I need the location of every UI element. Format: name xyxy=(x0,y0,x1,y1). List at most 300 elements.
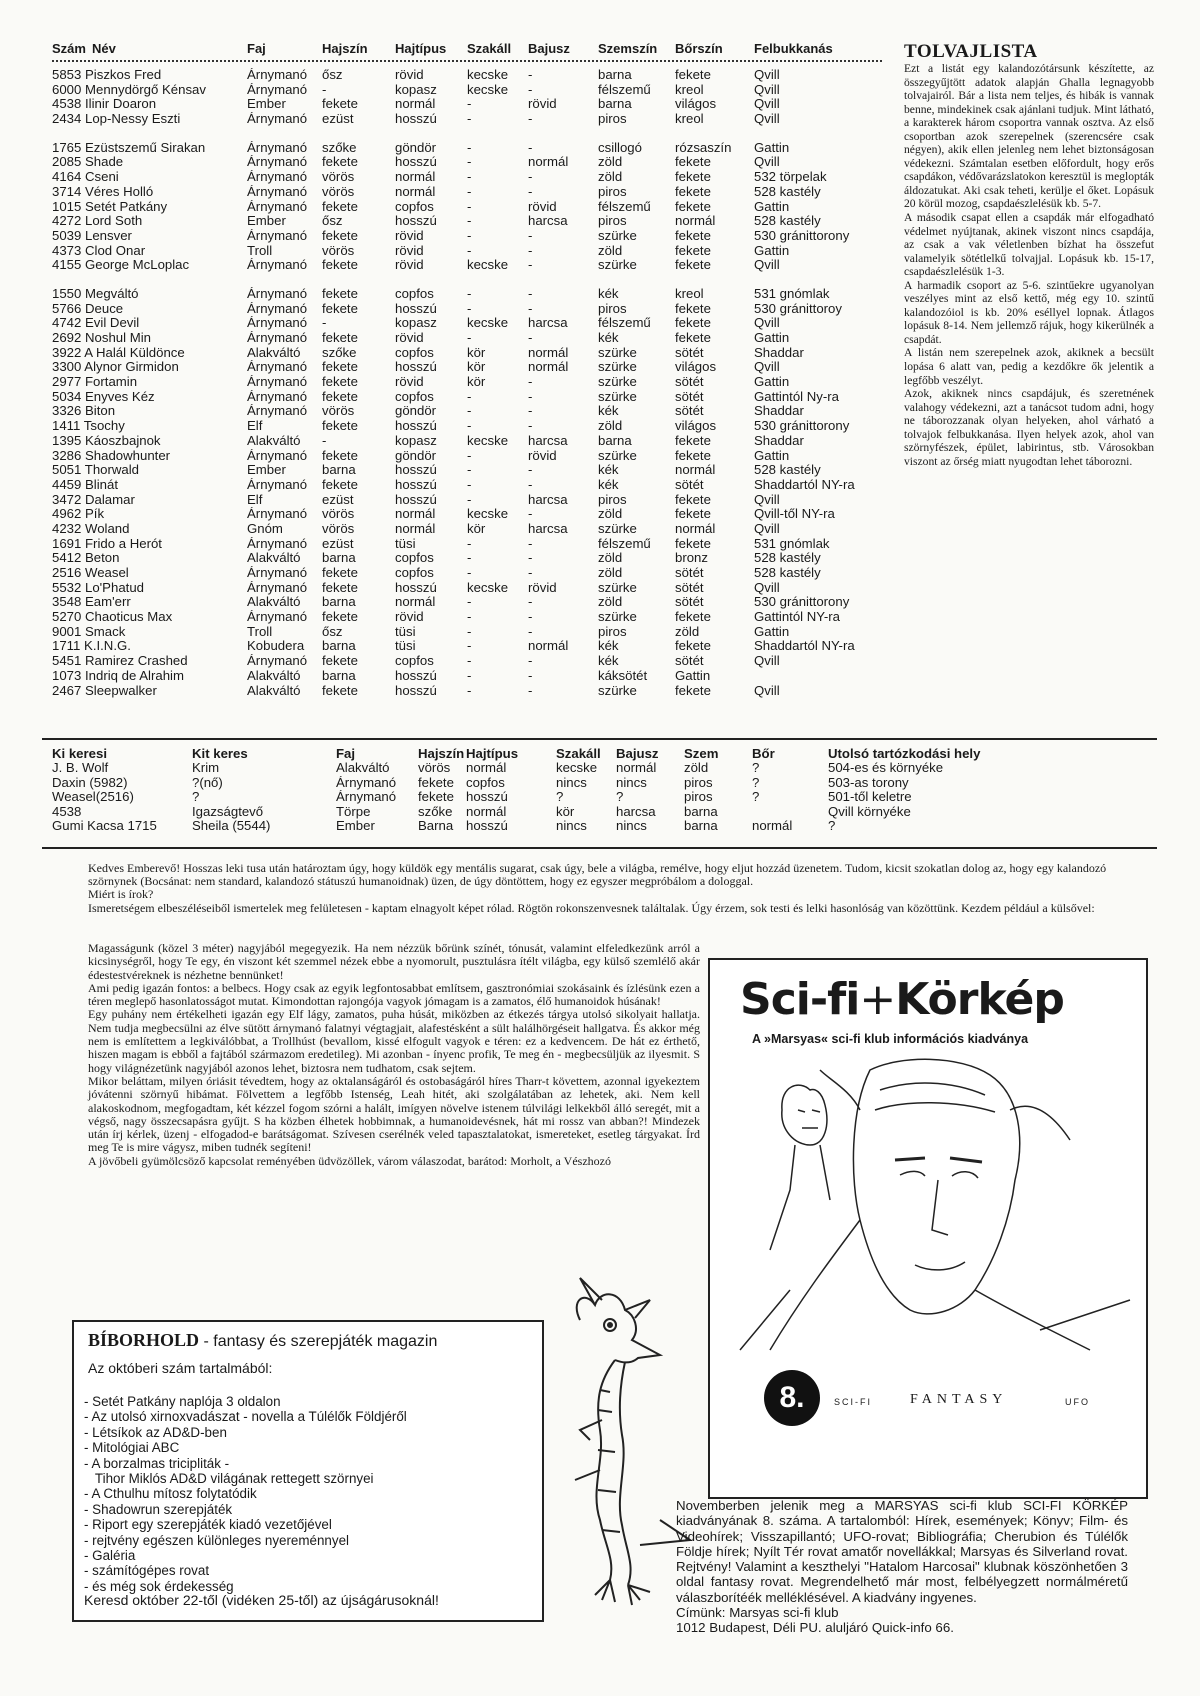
table-cell: szőke xyxy=(322,345,357,360)
thief-row xyxy=(52,185,882,200)
table-cell: normál xyxy=(528,155,569,170)
group-spacer xyxy=(52,273,882,287)
letter-paragraph: Kedves Emberevő! Hosszas leki tusa után határoztam úgy, hogy küldök egy mentális sugarat, csak úgy, bele a világba, remélve, hogy eljut hozzád üzenetem. Tudom, kicsit szokatlan dolog az, hogy egy kalandozó szörnynek (Bocsánat: nem standard, kalandozó státuszú humanoidnak) üzen, de úgy döntöttem, hogy ez egyszer megpróbálom a dologgal. xyxy=(88,861,1107,889)
table-cell: piros xyxy=(684,790,713,805)
biborhold-footer: Keresd október 22-től (vidéken 25-től) az újságárusoknál! xyxy=(84,1592,439,1608)
table-cell: normál xyxy=(675,463,716,478)
wanted-table xyxy=(52,747,1152,833)
table-cell: fekete xyxy=(675,610,711,625)
column-header: Felbukkanás xyxy=(754,42,833,56)
table-cell: 4538 Ilinir Doaron xyxy=(52,97,157,112)
table-cell: copfos xyxy=(395,566,434,580)
thief-row xyxy=(52,360,882,375)
table-cell: Shaddartól NY-ra xyxy=(754,639,855,654)
table-cell: sötét xyxy=(675,404,704,419)
list-item: - A Cthulhu mítosz folytatódik xyxy=(84,1486,257,1502)
table-cell: Qvill xyxy=(754,683,780,698)
table-cell: - xyxy=(528,610,533,625)
table-cell: 528 kastély xyxy=(754,463,821,478)
table-cell: Kobudera xyxy=(247,639,305,654)
table-cell: rövid xyxy=(395,331,424,345)
table-cell: hosszú xyxy=(395,112,437,127)
table-cell: hosszú xyxy=(466,818,508,833)
table-cell: Daxin (5982) xyxy=(52,775,128,790)
table-cell: Árnymanó xyxy=(247,448,308,463)
table-cell: kecske xyxy=(467,82,509,97)
table-cell: fekete xyxy=(675,170,711,185)
table-cell: tüsi xyxy=(395,639,416,654)
table-cell: 528 kastély xyxy=(754,214,821,229)
table-cell: ősz xyxy=(322,68,343,82)
table-cell: Árnymanó xyxy=(247,82,308,97)
table-cell: nincs xyxy=(556,818,587,833)
thief-row xyxy=(52,302,882,317)
table-cell: ? xyxy=(752,761,760,776)
table-cell: 3286 Shadowhunter xyxy=(52,448,171,463)
table-cell: - xyxy=(528,419,533,434)
table-cell: 4155 George McLoplac xyxy=(52,258,190,273)
table-cell: sötét xyxy=(675,389,704,404)
table-cell: vörös xyxy=(322,404,355,419)
table-cell: 5270 Chaoticus Max xyxy=(52,610,173,625)
thief-row xyxy=(52,654,882,669)
tolvajlista-title: TOLVAJLISTA xyxy=(904,41,1038,62)
table-cell: Árnymanó xyxy=(247,316,308,331)
table-cell: 4272 Lord Soth xyxy=(52,214,143,229)
table-cell: kecske xyxy=(467,507,509,522)
table-cell: - xyxy=(528,170,533,185)
table-cell: 5766 Deuce xyxy=(52,301,124,316)
thief-row xyxy=(52,419,882,434)
table-cell: Ember xyxy=(247,97,286,112)
table-cell: Árnymanó xyxy=(247,140,308,155)
table-cell: 5039 Lensver xyxy=(52,228,132,243)
table-cell: - xyxy=(528,243,533,258)
thief-row xyxy=(52,684,882,699)
table-cell: Alakváltó xyxy=(247,433,301,448)
table-cell: normál xyxy=(528,639,569,654)
table-cell: Qvill xyxy=(754,521,780,536)
column-header: Hajtípus xyxy=(395,42,447,56)
letter-paragraph: Magasságunk (közel 3 méter) nagyjából megegyezik. Ha nem nézzük bőrünk színét, tónusát, valamint elfeledkezünk arról a kicsinységről, hogy Te egy, én viszont két szemmel nézek ebbe a nyomorult, pusztulásra ítélt világba, egy külső szemlélő akár édestestvéreknek is nézhetne bennünket! xyxy=(88,941,700,982)
table-cell: - xyxy=(467,463,472,478)
table-cell: fekete xyxy=(322,228,358,243)
table-cell: rózsaszín xyxy=(675,140,732,155)
table-cell: Gattin xyxy=(675,668,711,683)
table-cell: Gumi Kacsa 1715 xyxy=(52,818,157,833)
table-cell: - xyxy=(528,551,533,566)
table-cell: - xyxy=(467,301,472,316)
table-cell: Alakváltó xyxy=(247,345,301,360)
table-cell: 531 gnómlak xyxy=(754,286,830,301)
table-cell: - xyxy=(467,492,472,507)
list-item: - rejtvény egészen különleges nyereménnyel xyxy=(84,1532,349,1548)
thief-row xyxy=(52,229,882,244)
table-cell: fekete xyxy=(322,477,358,492)
list-item: - számítógépes rovat xyxy=(84,1563,210,1579)
table-cell: Qvill xyxy=(754,258,780,273)
thief-row xyxy=(52,507,882,522)
table-cell: Alakváltó xyxy=(336,761,390,776)
table-cell: fekete xyxy=(418,775,454,790)
table-cell: Barna xyxy=(418,818,454,833)
table-cell: copfos xyxy=(395,199,434,214)
table-cell: 4232 Woland xyxy=(52,521,130,536)
table-cell: normál xyxy=(395,97,436,112)
table-cell: szürke xyxy=(598,521,637,536)
table-cell: Árnymanó xyxy=(247,170,308,185)
table-cell: hosszú xyxy=(395,668,437,683)
table-cell: 3300 Alynor Girmidon xyxy=(52,360,179,375)
table-cell: szőke xyxy=(418,804,453,819)
thief-row xyxy=(52,141,882,156)
column-header: Hajszín xyxy=(322,42,368,56)
table-cell: barna xyxy=(322,668,356,683)
table-cell: világos xyxy=(675,360,717,375)
table-cell: Gattintól Ny-ra xyxy=(754,389,840,404)
table-cell: 9001 Smack xyxy=(52,624,126,639)
table-cell: fekete xyxy=(675,68,711,82)
table-cell: vörös xyxy=(322,184,355,199)
table-cell: piros xyxy=(598,624,627,639)
table-cell: - xyxy=(528,595,533,610)
table-cell: fekete xyxy=(322,580,358,595)
table-cell: fekete xyxy=(675,448,711,463)
table-cell: 2516 Weasel xyxy=(52,566,129,580)
table-cell: normál xyxy=(466,804,507,819)
table-cell: kék xyxy=(598,463,619,478)
biborhold-ad xyxy=(72,1320,544,1622)
table-cell: kék xyxy=(598,331,619,345)
table-cell: 5412 Beton xyxy=(52,551,120,566)
table-cell: - xyxy=(528,477,533,492)
table-cell: 1015 Setét Patkány xyxy=(52,199,168,214)
table-cell: 503-as torony xyxy=(828,775,909,790)
table-cell: vörös xyxy=(322,507,355,522)
table-cell: kék xyxy=(598,654,619,669)
table-cell: Gattin xyxy=(754,624,790,639)
table-cell: szürke xyxy=(598,389,637,404)
table-cell: - xyxy=(467,654,472,669)
table-cell: világos xyxy=(675,419,717,434)
column-header: Kit keres xyxy=(192,747,248,761)
letter-paragraph: Ismeretségem elbeszéléseiből ismertelek meg felületesen - kaptam elnagyolt képet rólad. Rögtön rokonszenvesnek találtalak. Úgy érzem, sok testi és lelki hasonlóság van közöttünk. Kezdem például a külsővel: xyxy=(88,900,1095,915)
table-cell: fekete xyxy=(675,155,711,170)
table-cell: tüsi xyxy=(395,624,416,639)
table-cell: 530 gránittoroy xyxy=(754,301,842,316)
letter-paragraph: Miért is írok? xyxy=(88,887,154,902)
table-cell: Árnymanó xyxy=(247,566,308,580)
thief-row xyxy=(52,404,882,419)
table-cell: barna xyxy=(684,818,718,833)
table-cell: Ember xyxy=(336,818,375,833)
table-cell: - xyxy=(467,228,472,243)
table-cell: sötét xyxy=(675,566,704,580)
table-cell: szürke xyxy=(598,580,637,595)
table-cell: - xyxy=(467,286,472,301)
table-cell: harcsa xyxy=(528,521,568,536)
table-cell: - xyxy=(528,82,533,97)
table-cell: harcsa xyxy=(528,316,568,331)
letter-paragraph: A jövőbeli gyümölcsöző kapcsolat reményében üdvözöllek, várom válaszodat, barátod: Morholt, a Vészhozó xyxy=(88,1153,611,1168)
table-cell: Gattintól NY-ra xyxy=(754,610,841,625)
table-cell: rövid xyxy=(528,199,557,214)
table-cell: - xyxy=(467,595,472,610)
thief-row xyxy=(52,463,882,478)
table-cell: Troll xyxy=(247,624,273,639)
thief-row xyxy=(52,610,882,625)
table-cell: 5051 Thorwald xyxy=(52,463,139,478)
table-cell: - xyxy=(467,199,472,214)
table-cell: Árnymanó xyxy=(247,580,308,595)
genre-label: UFO xyxy=(1065,1397,1090,1407)
table-cell: kopasz xyxy=(395,316,437,331)
thieves-table xyxy=(52,42,882,698)
table-cell: tüsi xyxy=(395,536,416,551)
scifi-korkep-title: Sci-fi+Körkép xyxy=(740,974,1064,1025)
table-cell: hosszú xyxy=(395,360,437,375)
table-cell: - xyxy=(528,68,533,82)
column-header: Szemszín xyxy=(598,42,658,56)
table-cell: ?(nő) xyxy=(192,775,223,790)
table-cell: fekete xyxy=(675,228,711,243)
thief-row xyxy=(52,244,882,259)
table-cell: - xyxy=(528,258,533,273)
table-cell: - xyxy=(528,463,533,478)
table-cell: - xyxy=(528,389,533,404)
table-cell: - xyxy=(528,654,533,669)
table-cell: 4538 xyxy=(52,804,82,819)
table-cell: copfos xyxy=(466,775,505,790)
thief-row xyxy=(52,434,882,449)
table-cell: rövid xyxy=(395,375,424,390)
table-cell: hosszú xyxy=(395,419,437,434)
tolvajlista-paragraph: A harmadik csoport az 5-6. szintűekre ugyanolyan veszélyes mint az első kettő, még egy 10. szintű kalandozóiol is kb. 20% eséllyel lopnak. Átlagos lopásuk 8-14. Nem jellemző rájuk, hogy kikerülnék a csapdát. xyxy=(904,278,1154,346)
dragon-illustration xyxy=(540,1270,695,1610)
table-cell: 3548 Eam'err xyxy=(52,595,131,610)
table-cell: 1691 Frido a Herót xyxy=(52,536,162,551)
table-cell: kék xyxy=(598,286,619,301)
wanted-table-header xyxy=(52,747,1152,761)
table-cell: hosszú xyxy=(466,790,508,805)
table-cell: kreol xyxy=(675,112,704,127)
portrait-illustration xyxy=(710,1050,1146,1360)
table-cell: 4373 Clod Onar xyxy=(52,243,146,258)
table-cell: kör xyxy=(467,521,486,536)
table-cell: Weasel(2516) xyxy=(52,790,134,805)
wanted-row xyxy=(52,761,1152,775)
table-cell: hosszú xyxy=(395,477,437,492)
table-cell: Árnymanó xyxy=(336,790,397,805)
table-cell: Alakváltó xyxy=(247,668,301,683)
table-cell: ősz xyxy=(322,214,343,229)
table-cell: ? xyxy=(616,790,624,805)
table-cell: kopasz xyxy=(395,433,437,448)
letter-paragraph: Egy puhány nem értékelheti igazán egy Elf lágy, zamatos, puha húsát, miközben az étkezés tárgya utolsó sikolyait hallatja. Nem tudja megbecsülni az élve sütött árnymanó falatnyi végtagjait, alafestésként a sült halálhörgéseit hallgatva. És akkor még nem is említettem a legkiválóbbat, a Trollhúst (bevallom, kissé elfogult vagyok e téren: ez a kedvencem. De hát ez érthető, hiszen magam is ebből a fajtából származom eredetileg). Mi azonban - ínyenc profik, Te meg én - megbecsüljük az ilyesmit. S hogy világnézetünk nagyjából azonos lehet, biztosra nem tudhatom, csak sejtem. xyxy=(88,1007,700,1075)
table-cell: Alakváltó xyxy=(247,595,301,610)
table-cell: sötét xyxy=(675,654,704,669)
table-cell: göndör xyxy=(395,404,437,419)
table-cell: fekete xyxy=(675,199,711,214)
table-cell: 1550 Megváltó xyxy=(52,286,139,301)
column-header: Bőr xyxy=(752,747,775,761)
table-cell: fekete xyxy=(675,433,711,448)
table-cell: Qvill xyxy=(754,97,780,112)
table-cell: Gattin xyxy=(754,243,790,258)
column-header: Faj xyxy=(336,747,356,761)
table-cell: szürke xyxy=(598,448,637,463)
table-cell: - xyxy=(528,668,533,683)
table-cell: rövid xyxy=(528,448,557,463)
scifi-description: Novemberben jelenik meg a MARSYAS sci-fi klub SCI-FI KÖRKÉP kiadványának 8. száma. A tartalomból: Hírek, események; Könyv; Film- és Videohírek; Visszapillantó; UFO-rovat; Bibliográfia; Cherubion és Túlélők Földje hírek; Nyílt Tér rovat amatőr novellákkal; Marsyas és Silverland rovat. Rejtvény! Valamint a keszthelyi "Hatalom Harcosai" klubnak köszönhetően 3 oldal fantasy rovat. Megrendelhető már most, felbélyegzett normálméretű válaszborítéék melléklésével. A kiadvány ingyenes. xyxy=(676,1498,1128,1605)
list-item: Tihor Miklós AD&D világának rettegett szörnyei xyxy=(84,1471,374,1487)
table-cell: Shaddartól NY-ra xyxy=(754,477,855,492)
issue-number-badge: 8. xyxy=(764,1370,820,1426)
table-cell: kreol xyxy=(675,286,704,301)
table-cell: Árnymanó xyxy=(247,112,308,127)
table-cell: fekete xyxy=(322,448,358,463)
table-cell: normál xyxy=(395,595,436,610)
table-cell: fekete xyxy=(675,184,711,199)
table-cell: normál xyxy=(752,818,793,833)
table-cell: - xyxy=(467,639,472,654)
scifi-korkep-subtitle: A »Marsyas« sci-fi klub információs kiadványa xyxy=(752,1032,1029,1046)
table-cell: - xyxy=(528,301,533,316)
table-cell: fekete xyxy=(322,331,358,345)
table-cell: fekete xyxy=(675,536,711,551)
table-cell: fekete xyxy=(675,492,711,507)
table-cell: fekete xyxy=(322,375,358,390)
table-cell: kecske xyxy=(467,258,509,273)
table-cell: rövid xyxy=(528,580,557,595)
table-cell: fekete xyxy=(322,419,358,434)
table-cell: normál xyxy=(466,761,507,776)
thief-row xyxy=(52,83,882,98)
table-cell: hosszú xyxy=(395,463,437,478)
table-cell: 2977 Fortamin xyxy=(52,375,138,390)
table-cell: 2467 Sleepwalker xyxy=(52,683,157,698)
table-cell: 5532 Lo'Phatud xyxy=(52,580,144,595)
table-cell: - xyxy=(467,404,472,419)
wanted-row xyxy=(52,819,1152,833)
table-cell: barna xyxy=(598,97,632,112)
table-cell: - xyxy=(467,214,472,229)
table-cell: - xyxy=(528,286,533,301)
table-cell: zöld xyxy=(684,761,709,776)
table-cell: 501-től keletre xyxy=(828,790,912,805)
table-cell: világos xyxy=(675,97,717,112)
table-cell: harcsa xyxy=(528,492,568,507)
table-cell: - xyxy=(467,419,472,434)
list-item: - és még sok érdekesség xyxy=(84,1578,234,1594)
table-cell: fekete xyxy=(322,566,358,580)
section-divider xyxy=(42,847,1157,849)
column-header: Szem xyxy=(684,747,719,761)
table-cell: Troll xyxy=(247,243,273,258)
thief-row xyxy=(52,493,882,508)
table-cell: - xyxy=(467,140,472,155)
table-cell: Sheila (5544) xyxy=(192,818,271,833)
thief-row xyxy=(52,214,882,229)
table-cell: fekete xyxy=(322,683,358,698)
table-cell: 4459 Blinát xyxy=(52,477,118,492)
table-cell: hosszú xyxy=(395,683,437,698)
table-cell: - xyxy=(528,228,533,243)
table-cell: Árnymanó xyxy=(247,375,308,390)
table-cell: fekete xyxy=(322,654,358,669)
table-cell: - xyxy=(467,331,472,345)
table-cell: kecske xyxy=(556,761,598,776)
table-cell: 530 gránittorony xyxy=(754,228,850,243)
column-header: Szakáll xyxy=(467,42,512,56)
table-cell: fekete xyxy=(418,790,454,805)
table-cell: fekete xyxy=(675,258,711,273)
wanted-table-body xyxy=(52,761,1152,833)
table-cell: Árnymanó xyxy=(247,199,308,214)
table-cell: hosszú xyxy=(395,580,437,595)
table-cell: Árnymanó xyxy=(247,228,308,243)
table-cell: vörös xyxy=(322,243,355,258)
list-item: - Galéria xyxy=(84,1548,136,1564)
group-spacer xyxy=(52,127,882,141)
table-cell: ? xyxy=(556,790,564,805)
table-cell: normál xyxy=(395,184,436,199)
section-divider xyxy=(42,738,1157,740)
table-cell: - xyxy=(467,112,472,127)
table-cell: piros xyxy=(598,214,627,229)
table-cell: J. B. Wolf xyxy=(52,761,109,776)
table-cell: piros xyxy=(684,775,713,790)
table-cell: - xyxy=(528,683,533,698)
table-cell: Shaddar xyxy=(754,404,804,419)
table-cell: fekete xyxy=(322,286,358,301)
table-cell: Gattin xyxy=(754,140,790,155)
table-cell: 528 kastély xyxy=(754,566,821,580)
table-cell: normál xyxy=(528,345,569,360)
table-cell: 528 kastély xyxy=(754,184,821,199)
column-header: Szakáll xyxy=(556,747,601,761)
table-cell: harcsa xyxy=(528,214,568,229)
thief-row xyxy=(52,316,882,331)
table-cell: normál xyxy=(395,507,436,522)
table-cell: fekete xyxy=(675,683,711,698)
table-cell: Árnymanó xyxy=(247,477,308,492)
table-cell: Árnymanó xyxy=(336,775,397,790)
table-cell: ezüst xyxy=(322,492,354,507)
table-cell: zöld xyxy=(598,155,623,170)
list-item: - Mitológiai ABC xyxy=(84,1440,180,1456)
table-cell: Árnymanó xyxy=(247,536,308,551)
table-cell: Qvill xyxy=(754,654,780,669)
table-cell: zöld xyxy=(598,507,623,522)
genre-label: SCI-FI xyxy=(834,1397,872,1407)
thief-row xyxy=(52,581,882,596)
table-cell: Qvill-től NY-ra xyxy=(754,507,835,522)
table-cell: normál xyxy=(675,214,716,229)
thief-row xyxy=(52,595,882,610)
column-header: Név xyxy=(92,42,116,56)
table-cell: copfos xyxy=(395,389,434,404)
list-item: - Létsíkok az AD&D-ben xyxy=(84,1424,227,1440)
table-cell: Árnymanó xyxy=(247,654,308,669)
table-cell: Ember xyxy=(247,214,286,229)
table-cell: kör xyxy=(467,375,486,390)
table-cell: 4164 Cseni xyxy=(52,170,119,185)
table-cell: Árnymanó xyxy=(247,301,308,316)
table-cell: copfos xyxy=(395,654,434,669)
tolvajlista-paragraph: Ezt a listát egy kalandozótársunk készítette, az összegyűjtött adatok alapján Ghalla legnagyobb tolvajairól. Bár a lista nem teljes, és hibák is vannak benne, mindekinek csak ajánlani tudjuk. Mint látható, a karakterek három csoportra vannak osztva. Az első csoportban azok szerepelnek (szerencsére csak négyen), akik ellen jelenleg nem lehet biztonságosan védekezni. Számtalan esetben előfordult, hogy erős csapdákon, védővarázslatokon keresztül is meglopták áldozatukat. Aki csak teheti, kerülje el őket. Lopásuk 20 körül mozog, csapdaészlelésük kb. 5-7. xyxy=(904,62,1154,211)
letter-paragraph: Mikor beláttam, milyen óriásit tévedtem, hogy az oktalanságáról és ostobaságáról híres Tharr-t követtem, azonnal igyekeztem jóvátenni szörnyű hibámat. Fölvettem a legfőbb Istenség, Leah hitét, aki szolgálatában az lehetek, aki. Nem kell alakoskodnom, megfogadtam, két kézzel fogom szórni a halált, imígyen növelve istenem túlvilági lelkekből álló seregét, mit a végső, nagy összecsapásra gyűjt. S ha közben élhetek hobbimnak, a humanoidevésnek, hát mi rossz van abban?! Mindezek után írj kérlek, üzenj - elfogadod-e barátságomat. Szívesen cserélnék veled tapasztalatokat, ismereteket, esetleg tárgyakat. Írd meg Te is mire vágysz, miben tudnék segíteni! xyxy=(88,1073,700,1155)
